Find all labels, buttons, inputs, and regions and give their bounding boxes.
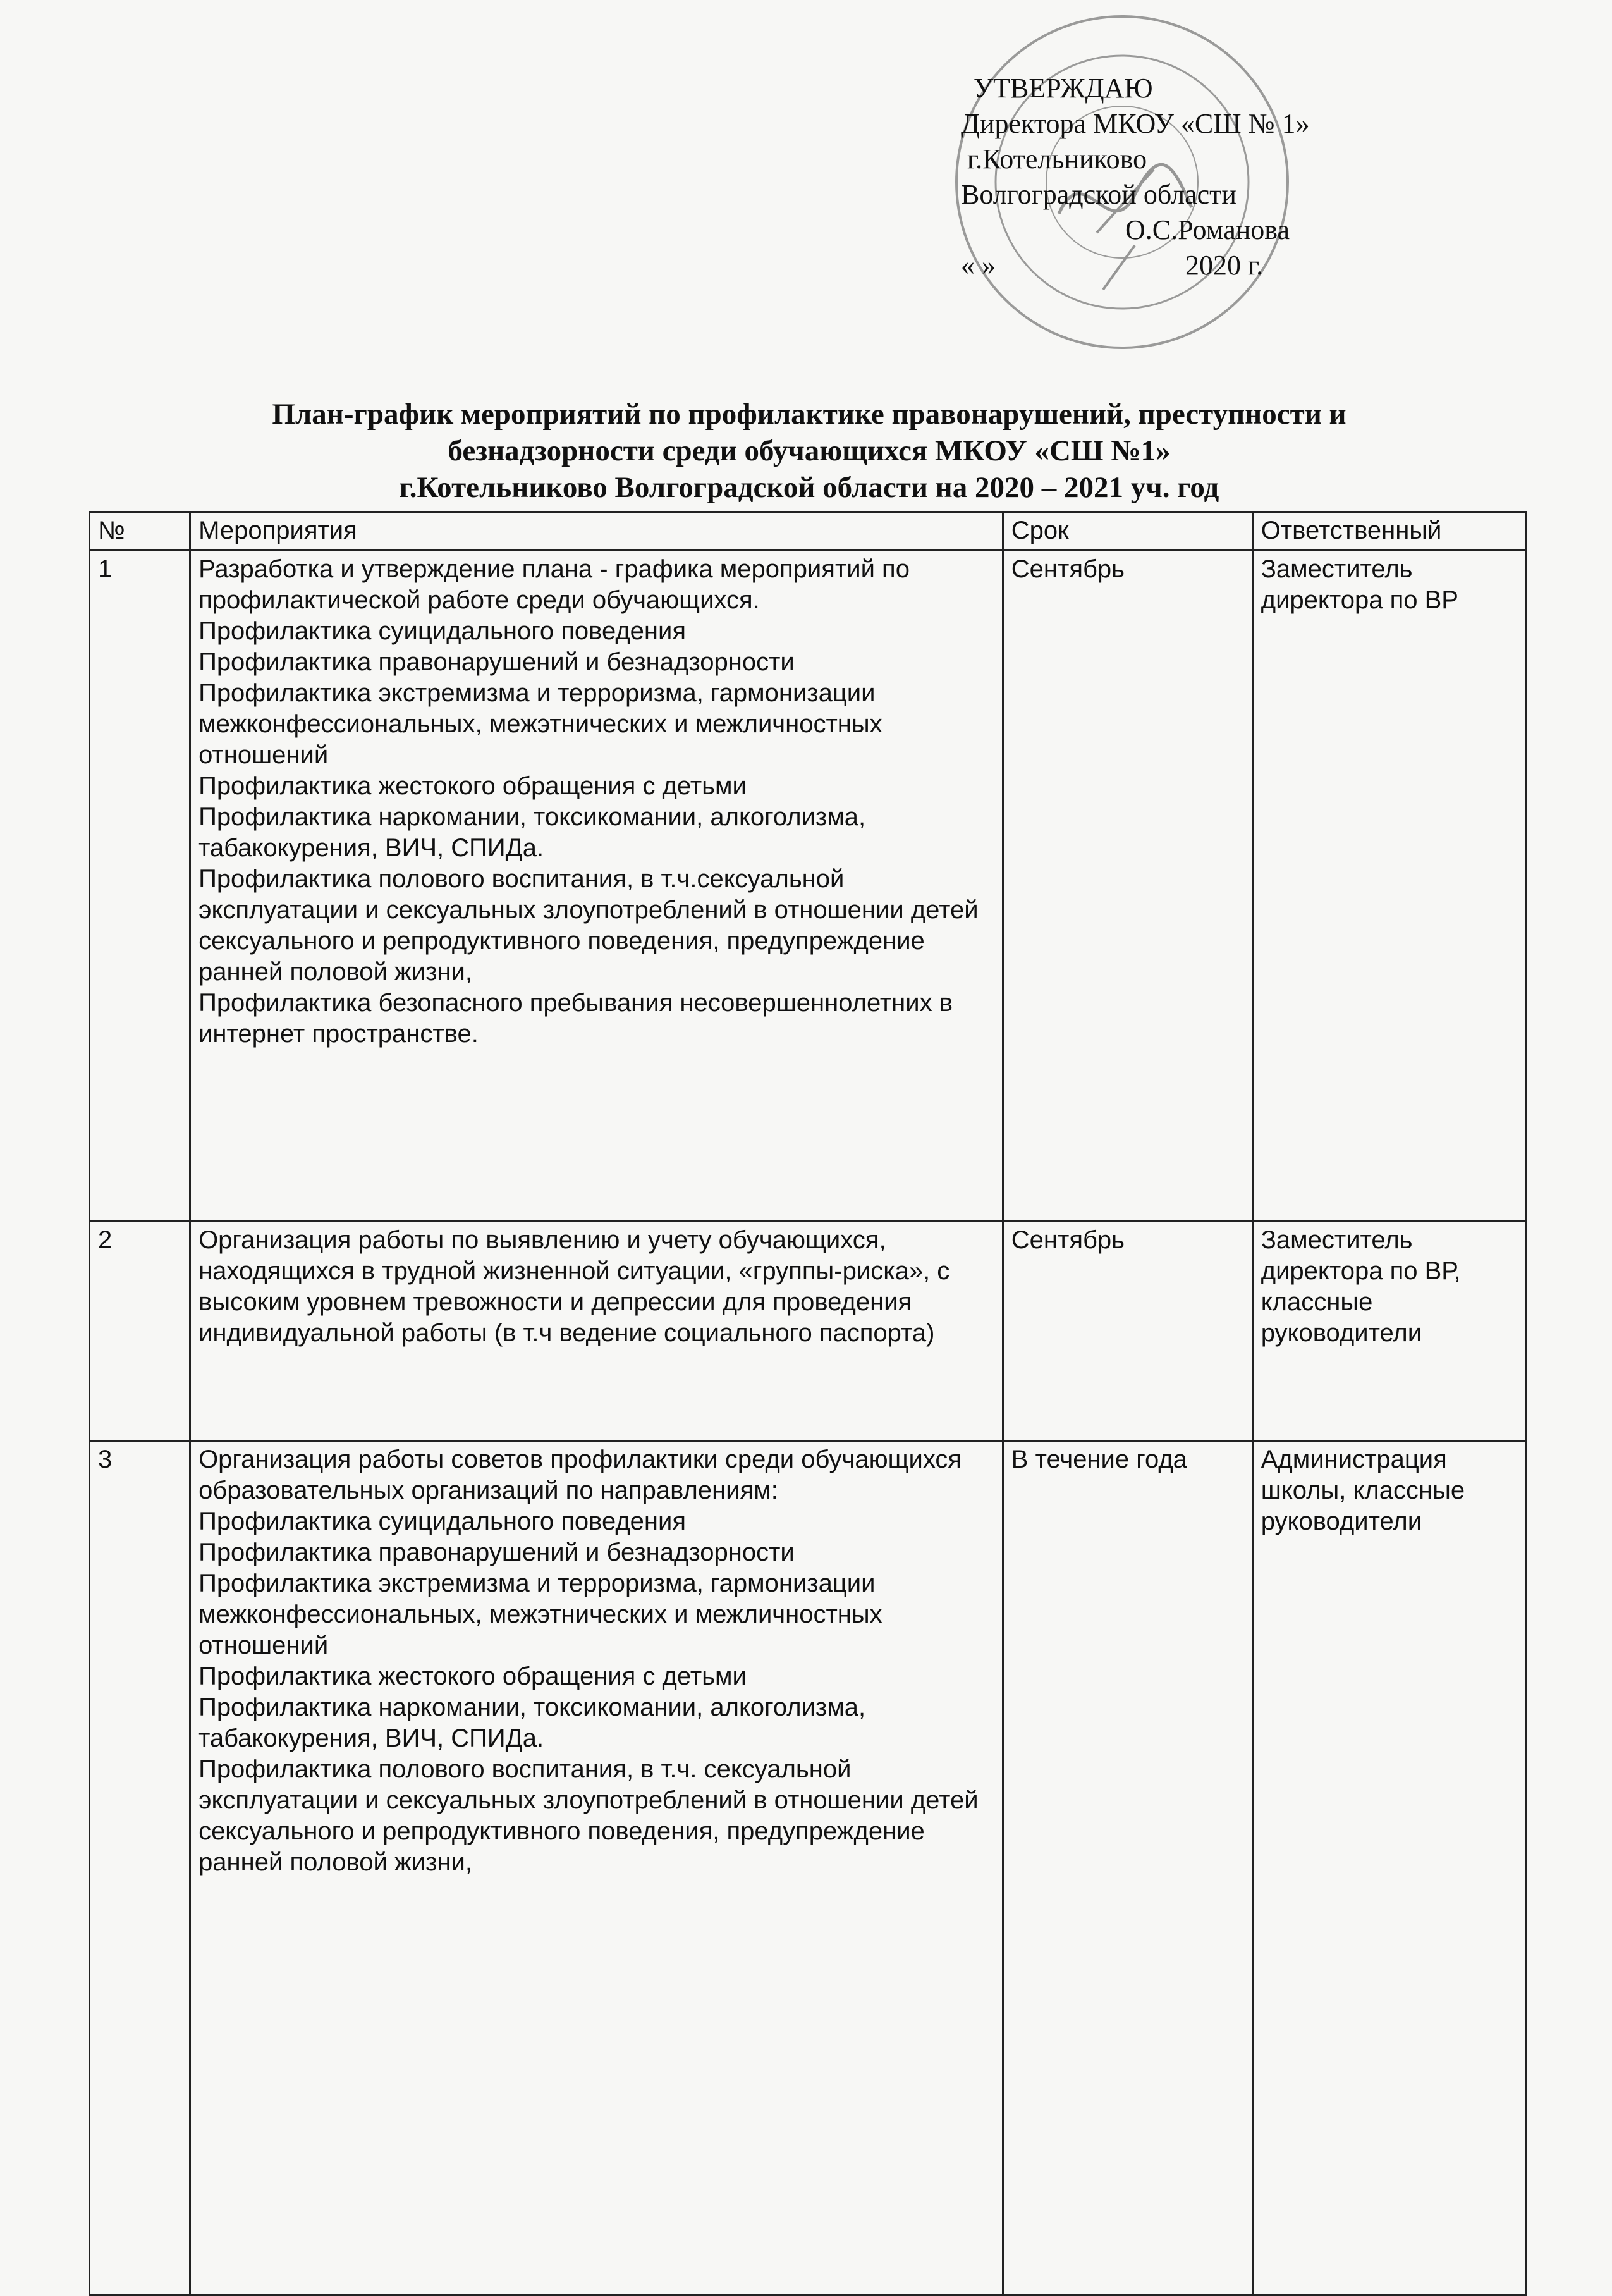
approval-block [961,71,1441,283]
title-line-1: План-график мероприятий по профилактике правонарушений, преступности и [272,398,1346,431]
header-num: № [90,512,190,551]
table-row [90,1222,1526,1441]
approval-heading: УТВЕРЖДАЮ [974,73,1153,104]
row-num: 2 [90,1222,190,1441]
events-table [89,511,1527,2296]
table-header-row [90,512,1526,551]
row-responsible: Администрация школы, классные руководители [1252,1441,1525,2295]
header-term: Срок [1003,512,1252,551]
approval-position: Директора МКОУ «СШ № 1» [961,108,1310,139]
table-row [90,1441,1526,2295]
approval-date [961,248,1441,283]
row-term: В течение года [1003,1441,1252,2295]
row-event: Организация работы советов профилактики среди обучающихся образовательных организаций по направлениям: Профилактика суицидального поведения Профилактика правонарушений и безнадзорности Профилактика экстремизма и терроризма, гармонизации межконфессиональных, межэтнических и межличностных отношений Профилактика жестокого обращения с детьми Профилактика наркомании, токсикомании, алкоголизма, табакокурения, ВИЧ, СПИДа. Профилактика полового воспитания, в т.ч. сексуальной эксплуатации и сексуальных злоупотреблений в отношении детей сексуального и репродуктивного поведения, предупреждение ранней половой жизни, [190,1441,1003,2295]
approval-signatory: О.С.Романова [1125,214,1290,245]
row-num: 1 [90,551,190,1222]
approval-region: Волгоградской области [961,179,1236,210]
title-line-3: г.Котельниково Волгоградской области на 2020 – 2021 уч. год [399,471,1219,504]
row-responsible: Заместитель директора по ВР [1252,551,1525,1222]
row-event: Организация работы по выявлению и учету обучающихся, находящихся в трудной жизненной ситуации, «группы-риска», с высоким уровнем тревожности и депрессии для проведения индивидуальной работы (в т.ч ведение социального паспорта) [190,1222,1003,1441]
row-event: Разработка и утверждение плана - графика мероприятий по профилактической работе среди обучающихся. Профилактика суицидального поведения Профилактика правонарушений и безнадзорности Профилактика экстремизма и терроризма, гармонизации межконфессиональных, межэтнических и межличностных отношений Профилактика жестокого обращения с детьми Профилактика наркомании, токсикомании, алкоголизма, табакокурения, ВИЧ, СПИДа. Профилактика полового воспитания, в т.ч.сексуальной эксплуатации и сексуальных злоупотреблений в отношении детей сексуального и репродуктивного поведения, предупреждение ранней половой жизни, Профилактика безопасного пребывания несовершеннолетних в интернет пространстве. [190,551,1003,1222]
header-responsible: Ответственный [1252,512,1525,551]
row-responsible: Заместитель директора по ВР, классные руководители [1252,1222,1525,1441]
title-line-2: безнадзорности среди обучающихся МКОУ «СШ №1» [448,434,1171,467]
header-event: Мероприятия [190,512,1003,551]
table-row [90,551,1526,1222]
approval-date-day: « » [961,250,996,281]
document-title [89,396,1530,506]
approval-city: г.Котельниково [967,144,1147,175]
row-num: 3 [90,1441,190,2295]
approval-date-year: 2020 г. [1185,250,1264,281]
row-term: Сентябрь [1003,1222,1252,1441]
row-term: Сентябрь [1003,551,1252,1222]
